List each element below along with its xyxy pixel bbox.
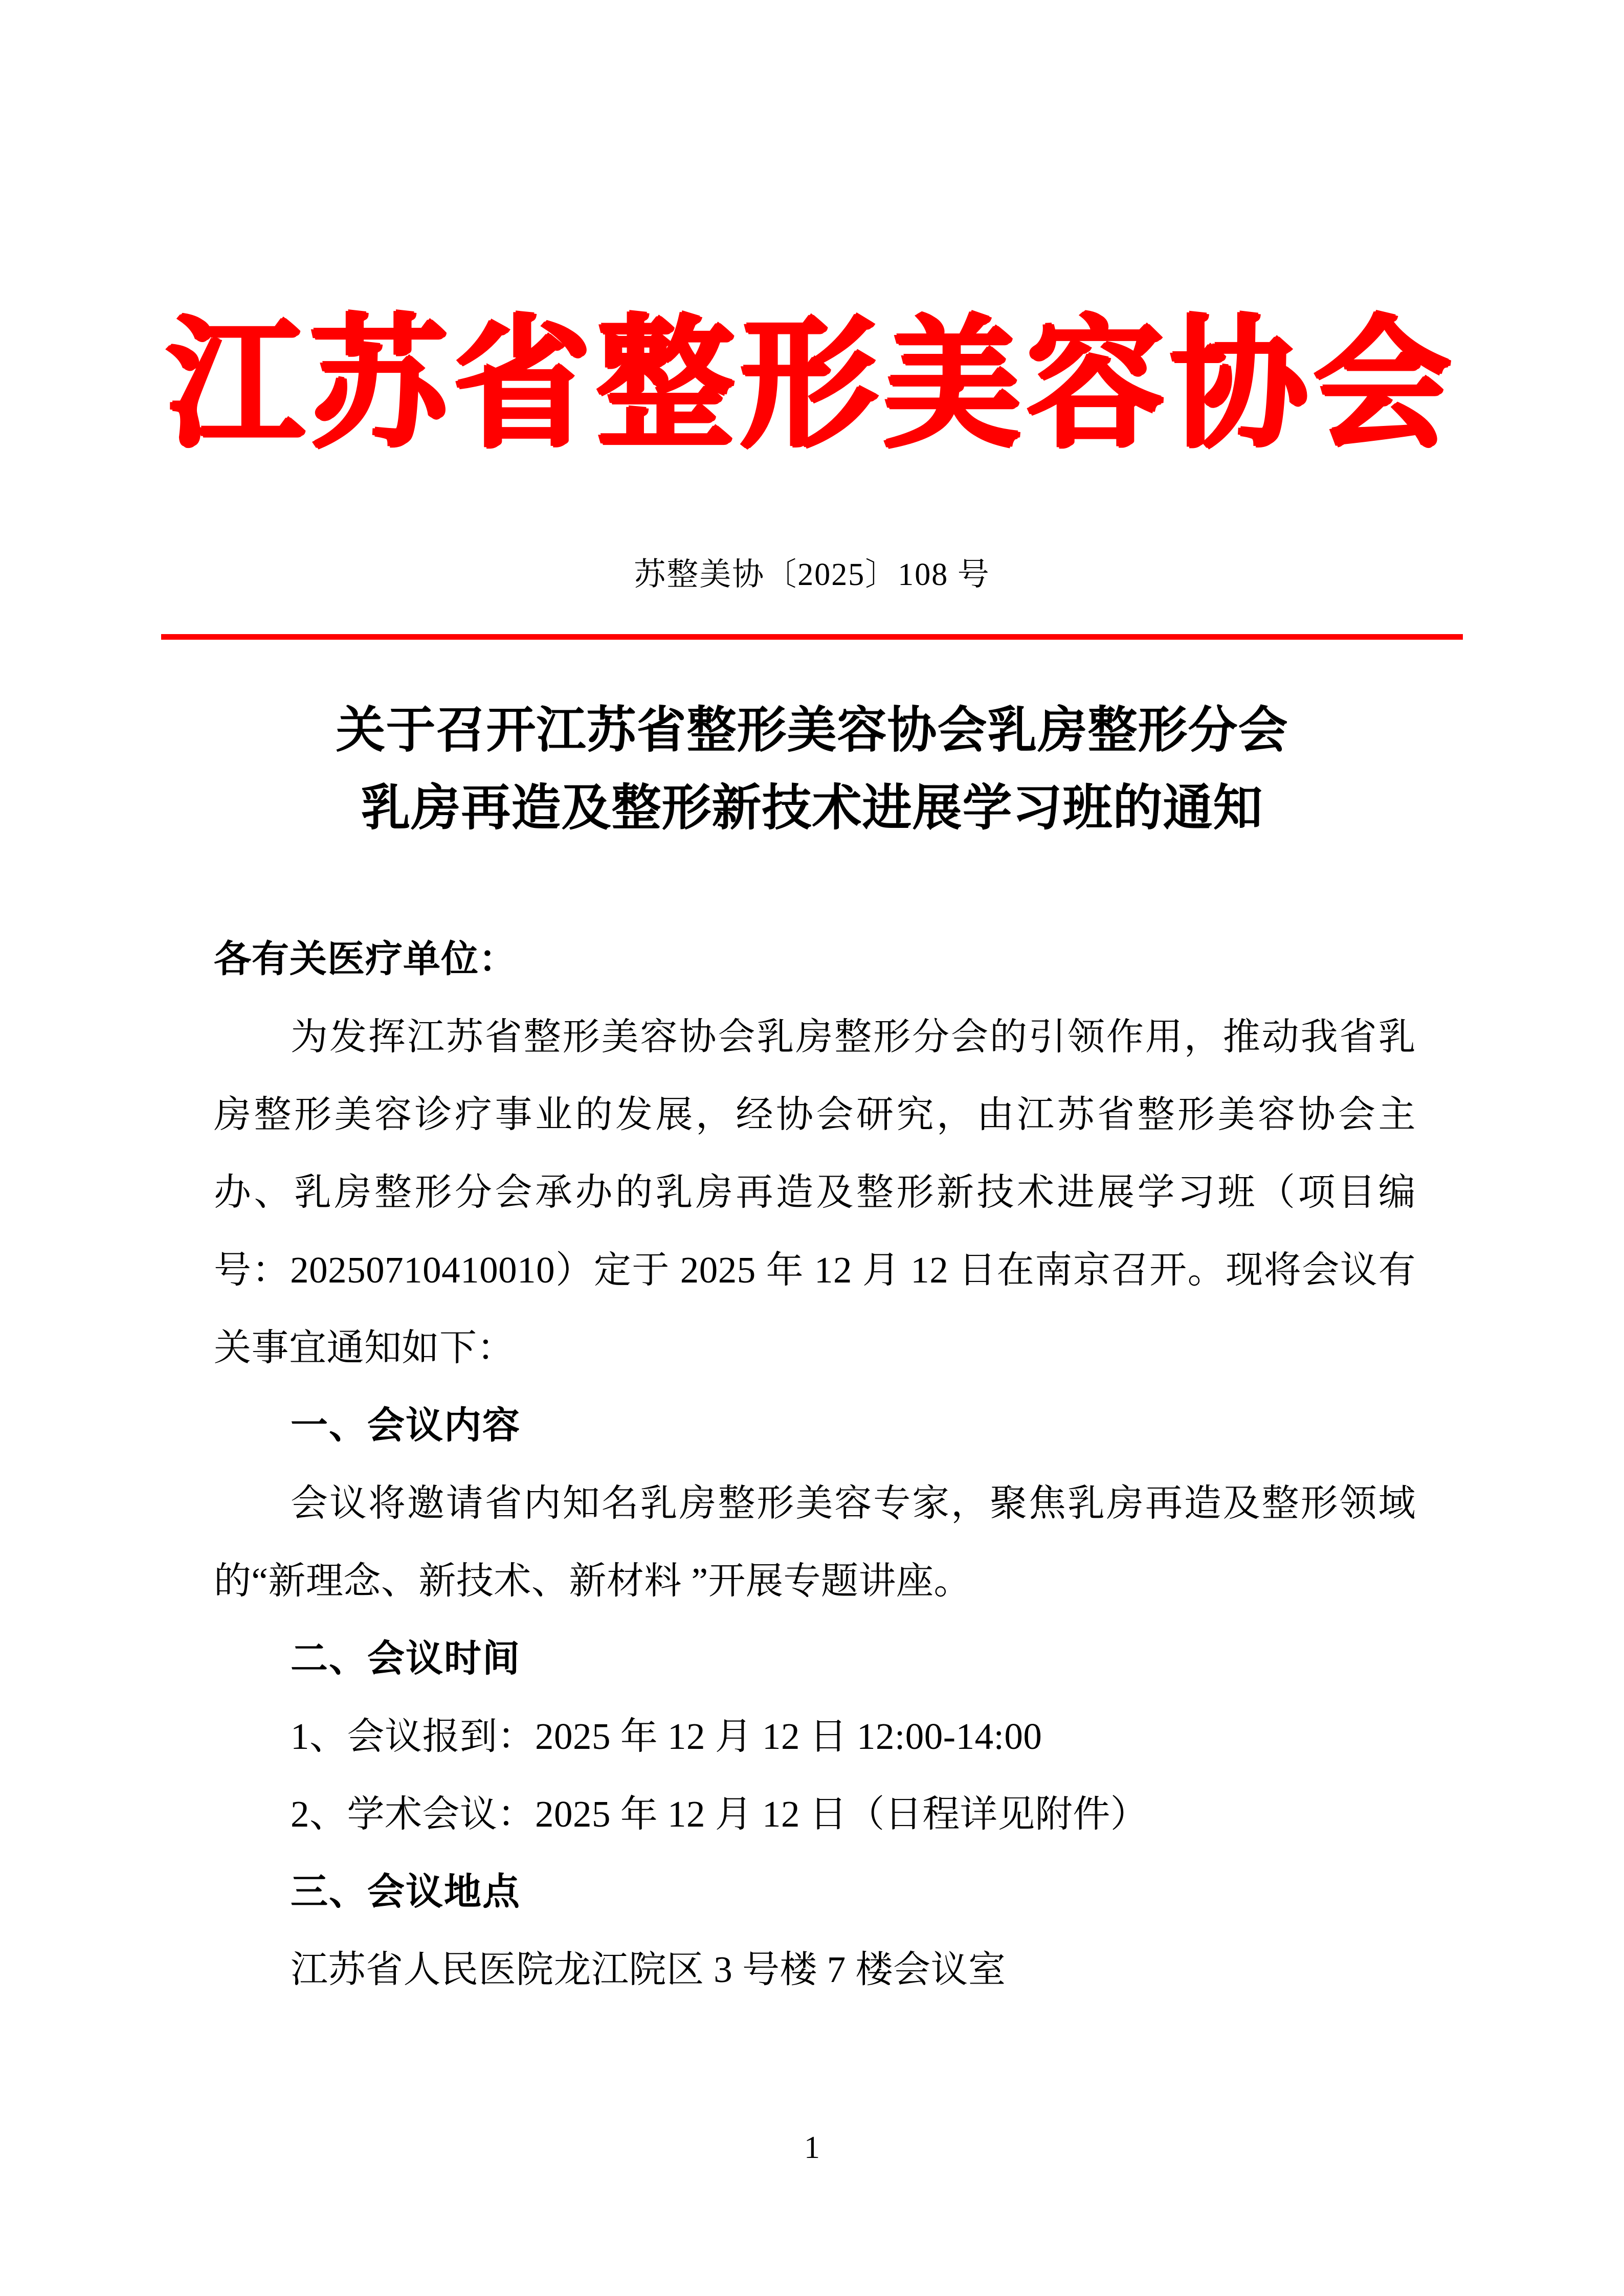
letterhead [0, 307, 1624, 466]
salutation: 各有关医疗单位： [214, 938, 517, 980]
section-heading-1: 一、会议内容 [291, 1405, 521, 1446]
page-title [153, 691, 1471, 847]
meeting-time-item-2: 2、学术会议：2025 年 12 月 12 日（日程详见附件） [291, 1793, 1148, 1835]
page-title-line-2: 乳房再造及整形新技术进展学习班的通知 [361, 780, 1263, 836]
organization-title: 江苏省整形美容协会 [167, 307, 1457, 465]
section-heading-2: 二、会议时间 [291, 1638, 521, 1679]
document-body [214, 920, 1416, 2009]
page-number: 1 [804, 2130, 820, 2165]
section-content-1: 会议将邀请省内知名乳房整形美容专家，聚焦乳房再造及整形领域的“新理念、新技术、新材料 ”开展专题讲座。 [214, 1482, 1416, 1602]
section-heading-3: 三、会议地点 [291, 1871, 521, 1912]
page-title-line-1: 关于召开江苏省整形美容协会乳房整形分会 [336, 702, 1288, 758]
document-number: 苏整美协〔2025〕108 号 [634, 557, 990, 592]
intro-paragraph: 为发挥江苏省整形美容协会乳房整形分会的引领作用，推动我省乳房整形美容诊疗事业的发展，经协会研究，由江苏省整形美容协会主办、乳房整形分会承办的乳房再造及整形新技术进展学习班（项目编号：20250710410010）定于 2025 年 12 月 12 日在南京召开。现将会议有关事宜通知如下： [214, 1016, 1416, 1368]
section-content-3: 江苏省人民医院龙江院区 3 号楼 7 楼会议室 [291, 1949, 1006, 1990]
meeting-time-item-1: 1、会议报到：2025 年 12 月 12 日 12:00-14:00 [291, 1716, 1042, 1757]
red-separator-rule [161, 634, 1463, 640]
